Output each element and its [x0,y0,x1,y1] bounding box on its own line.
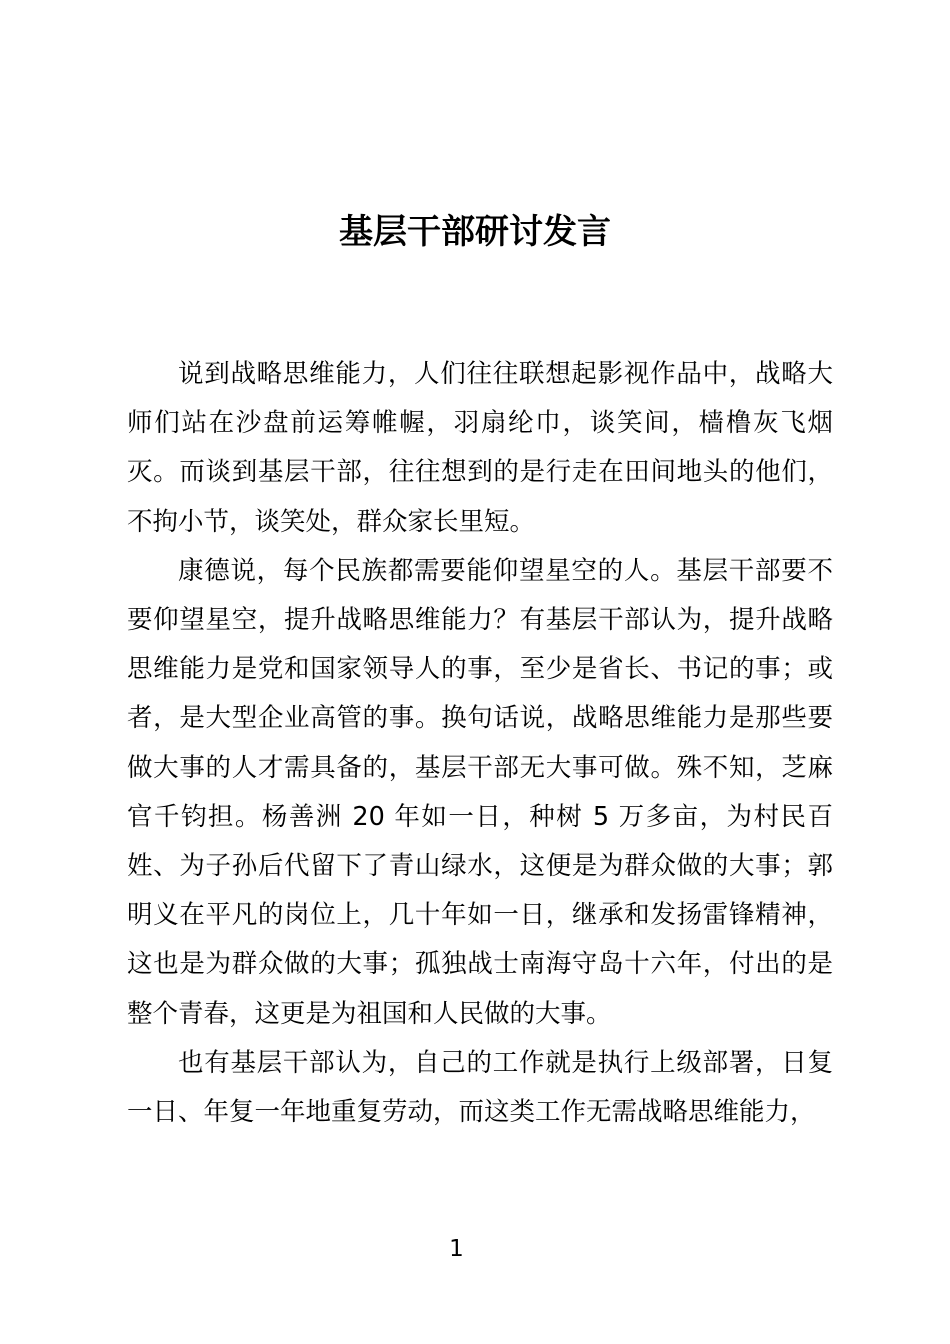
document-body [127,350,833,1137]
paragraph: 康德说，每个民族都需要能仰望星空的人。基层干部要不要仰望星空，提升战略思维能力？有基层干部认为，提升战略思维能力是党和国家领导人的事，至少是省长、书记的事；或者，是大型企业高管的事。换句话说，战略思维能力是那些要做大事的人才需具备的，基层干部无大事可做。殊不知，芝麻官千钧担。杨善洲 20 年如一日，种树 5 万多亩，为村民百姓、为子孙后代留下了青山绿水，这便是为群众做的大事；郭明义在平凡的岗位上，几十年如一日，继承和发扬雷锋精神，这也是为群众做的大事；孤独战士南海守岛十六年，付出的是整个青春，这更是为祖国和人民做的大事。 [127,555,833,1029]
paragraph: 也有基层干部认为，自己的工作就是执行上级部署，日复一日、年复一年地重复劳动，而这类工作无需战略思维能力， [127,1047,833,1128]
page-number: 1 [449,1236,464,1262]
document-title: 基层干部研讨发言 [339,212,611,252]
paragraph: 说到战略思维能力，人们往往联想起影视作品中，战略大师们站在沙盘前运筹帷幄，羽扇纶巾，谈笑间，樯橹灰飞烟灭。而谈到基层干部，往往想到的是行走在田间地头的他们，不拘小节，谈笑处，群众家长里短。 [127,359,833,537]
